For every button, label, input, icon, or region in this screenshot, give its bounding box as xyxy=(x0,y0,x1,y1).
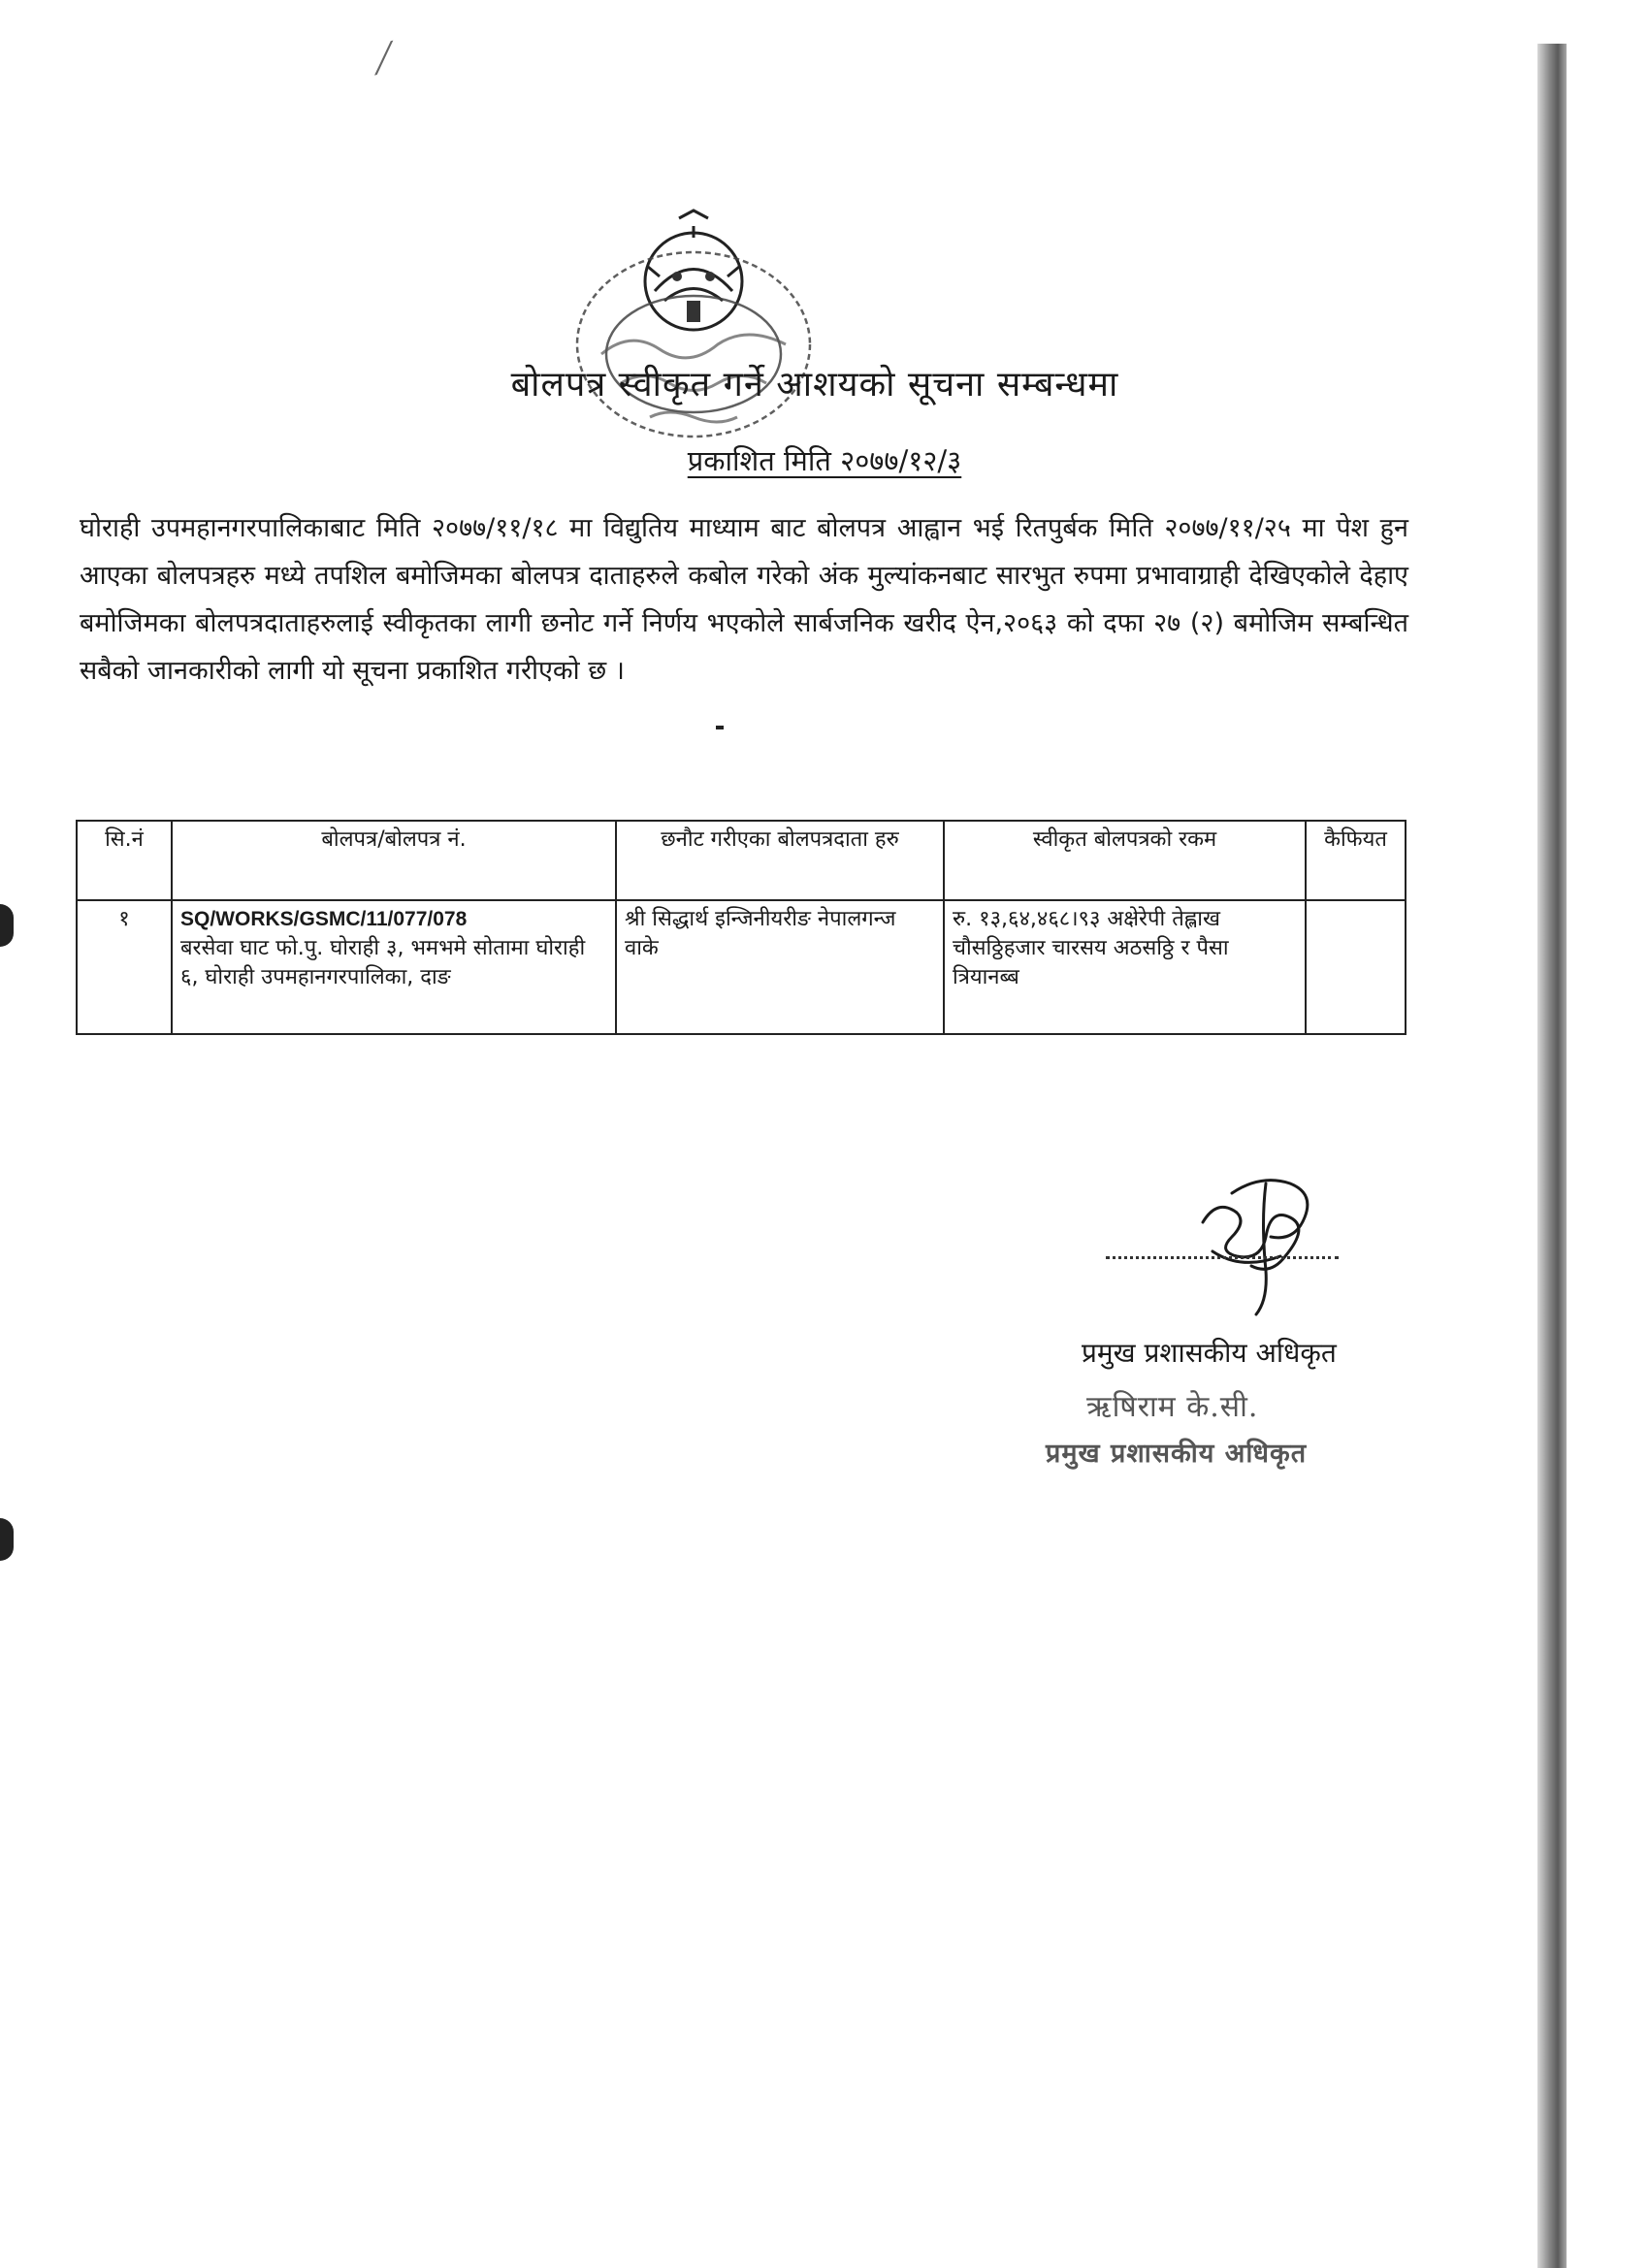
header-remarks: कैफियत xyxy=(1306,821,1406,900)
ink-dot xyxy=(716,726,724,729)
header-approved-amount: स्वीकृत बोलपत्रको रकम xyxy=(944,821,1306,900)
bid-code: SQ/WORKS/GSMC/11/077/078 xyxy=(180,908,468,930)
cell-remarks xyxy=(1306,900,1406,1034)
cell-bid-number xyxy=(172,900,616,1034)
header-serial-number: सि.नं xyxy=(77,821,172,900)
punch-hole-mark xyxy=(0,1518,14,1561)
signatory-name-stamp: ऋषिराम के.सी. xyxy=(1086,1390,1259,1424)
cell-serial-number: १ xyxy=(77,900,172,1034)
punch-hole-mark xyxy=(0,904,14,947)
municipality-emblem-seal xyxy=(563,209,824,461)
notice-body: घोराही उपमहानगरपालिकाबाट मिति २०७७/११/१८ मा विद्युतिय माध्याम बाट बोलपत्र आह्वान भई रितपुर्बक मिति २०७७/११/२५ मा पेश हुन आएका बोलपत्रहरु मध्ये तपशिल बमोजिमका बोलपत्र दाताहरुले कबोल गरेको अंक मुल्यांकनबाट सारभुत रुपमा प्रभावाग्राही देखिएकोले देहाए बमोजिमका बोलपत्रदाताहरुलाई स्वीकृतका लागी छनोट गर्ने निर्णय भएकोले सार्बजनिक खरीद ऐन,२०६३ को दफा २७ (२) बमोजिम सम्बन्धित सबैको जानकारीको लागी यो सूचना प्रकाशित गरीएको छ । xyxy=(80,513,1408,686)
cell-bidder: श्री सिद्धार्थ इन्जिनीयरीङ नेपालगन्ज वाके xyxy=(616,900,944,1034)
signature-line xyxy=(1106,1256,1339,1259)
ink-smudge: ⟋ xyxy=(365,34,404,84)
bid-description: बरसेवा घाट फो.पु. घोराही ३, भमभमे सोतामा घोराही ६, घोराही उपमहानगरपालिका, दाङ xyxy=(180,936,586,989)
header-bid-number: बोलपत्र/बोलपत्र नं. xyxy=(172,821,616,900)
header-selected-bidders: छनौट गरीएका बोलपत्रदाता हरु xyxy=(616,821,944,900)
cell-amount: रु. १३,६४,४६८।९३ अक्षेरेपी तेह्लाख चौसठ्ठिहजार चारसय अठसठ्ठि र पैसा त्रियानब्ब xyxy=(944,900,1306,1034)
notice-title: बोलपत्र स्वीकृत गर्ने आशयको सूचना सम्बन्धमा xyxy=(510,365,1119,405)
handwritten-signature xyxy=(1174,1164,1339,1319)
published-date: प्रकाशित मिति २०७७/१२/३ xyxy=(687,444,962,477)
table-header-row xyxy=(77,821,1406,900)
table-row xyxy=(77,900,1406,1034)
tender-table xyxy=(76,820,1406,1035)
scan-shadow-edge xyxy=(1537,44,1567,2268)
signatory-designation-stamp: प्रमुख प्रशासकीय अधिकृत xyxy=(1046,1439,1308,1469)
signatory-title: प्रमुख प्रशासकीय अधिकृत xyxy=(1082,1337,1337,1369)
